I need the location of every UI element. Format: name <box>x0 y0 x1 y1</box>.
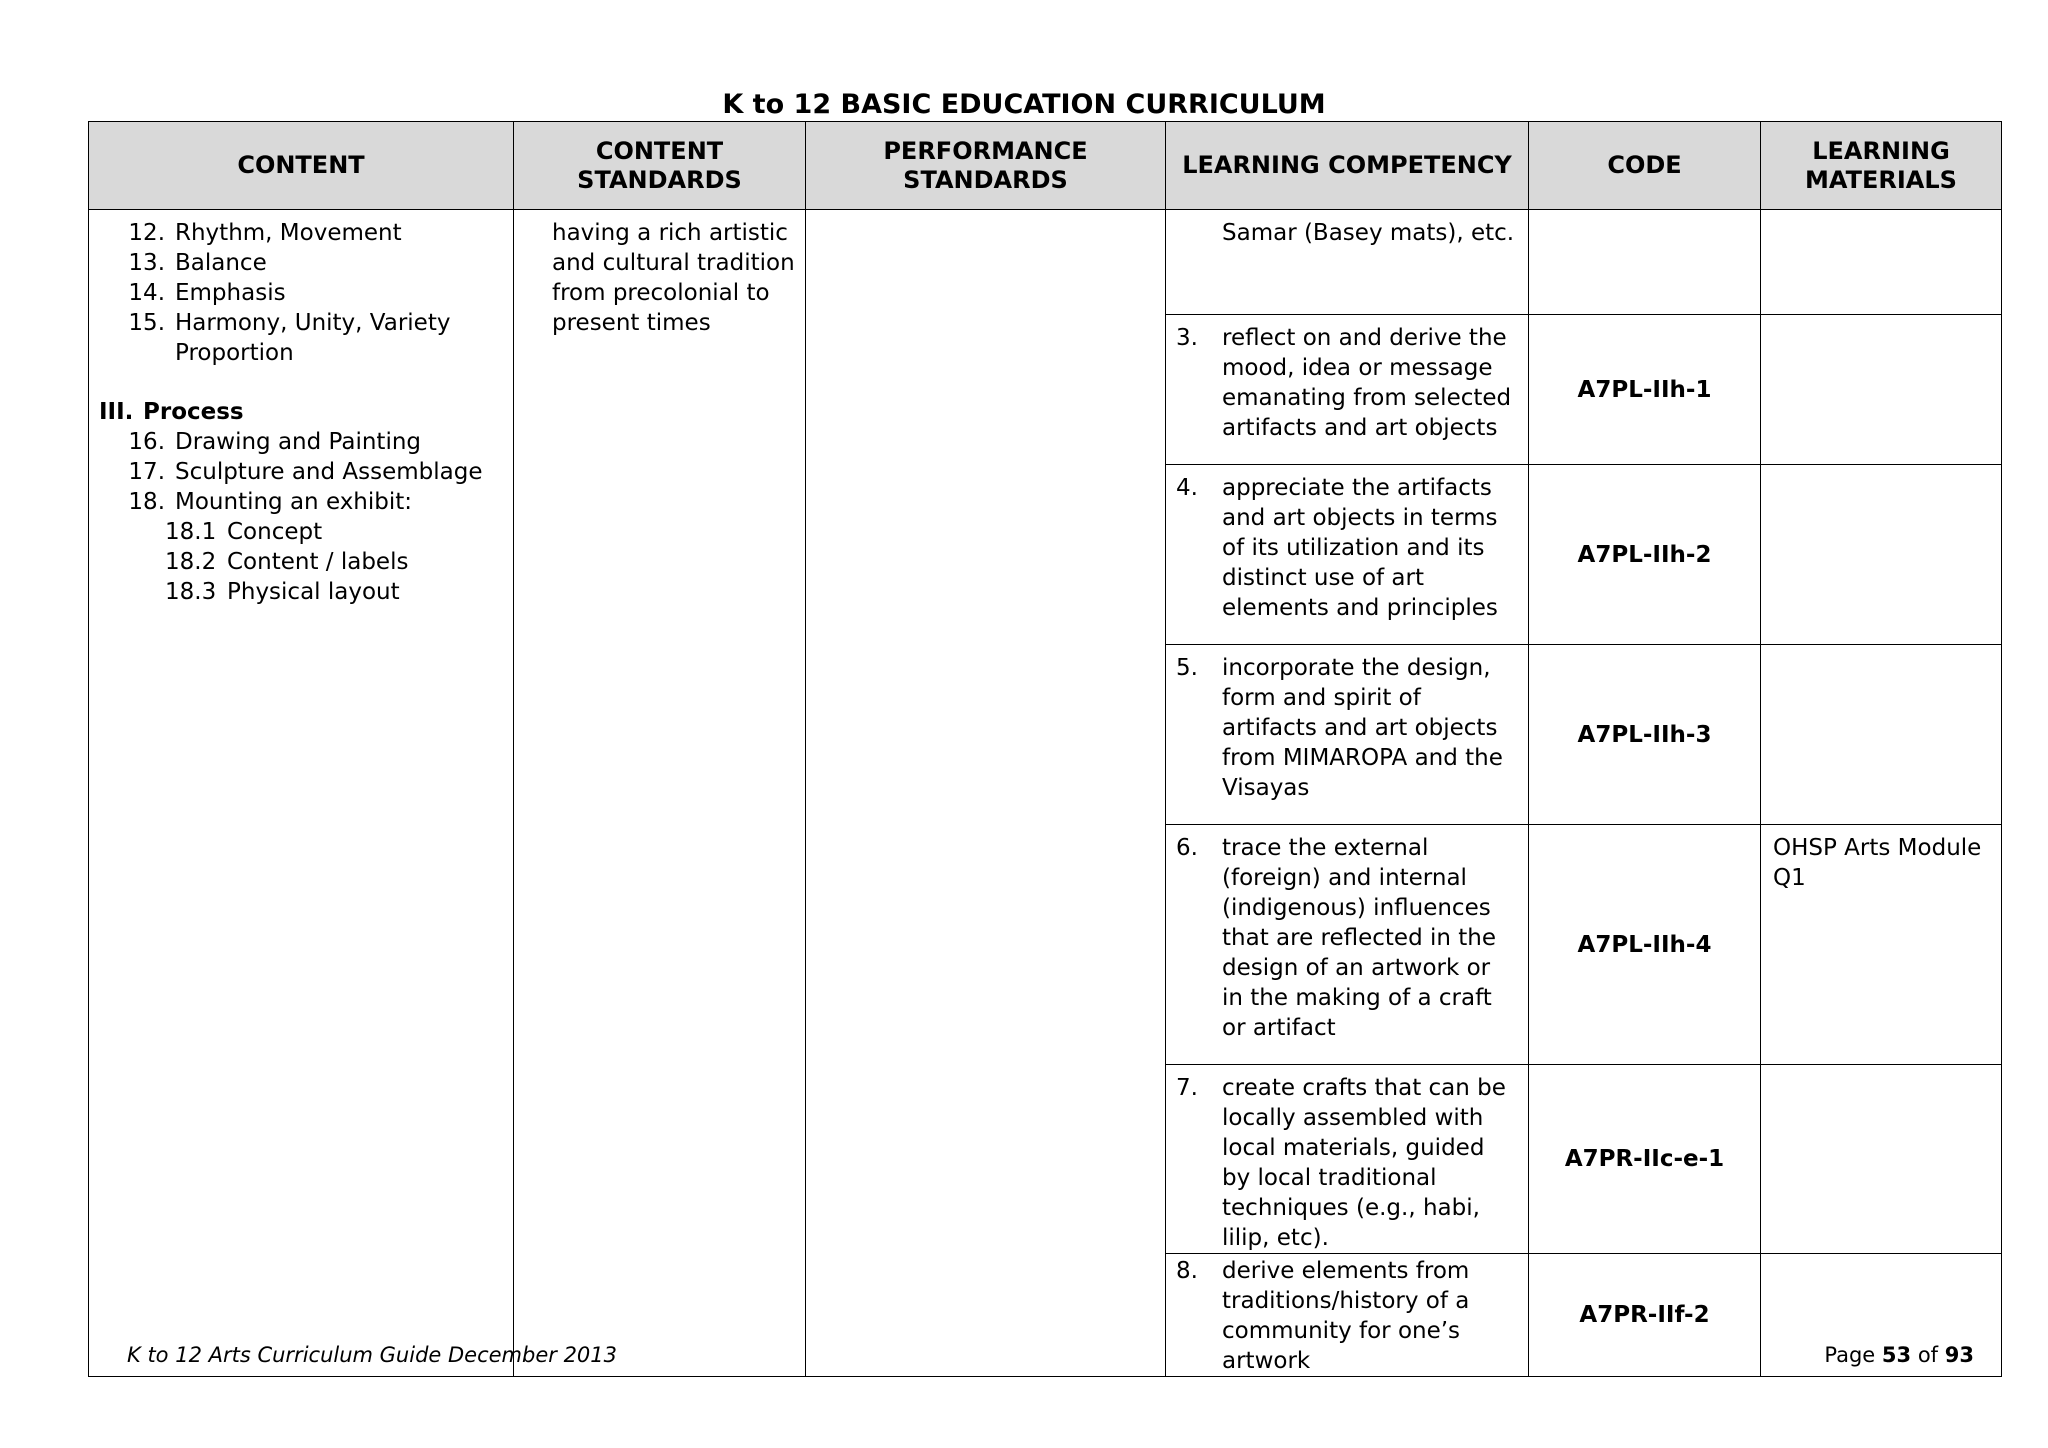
competency-cell <box>1166 645 1529 825</box>
content-subitem: 18.3 Physical layout <box>165 579 400 605</box>
footer-guide-title: K to 12 Arts Curriculum Guide December 2013 <box>127 1343 618 1367</box>
materials-cell: OHSP Arts Module Q1 <box>1761 825 2002 1065</box>
competency-cell <box>1166 210 1529 315</box>
table-row <box>89 210 2002 315</box>
competency-number: 6. <box>1176 835 1198 861</box>
competency-text: reflect on and derive the mood, idea or message emanating from selected artifacts and art objects <box>1222 325 1512 441</box>
competency-number: 4. <box>1176 475 1198 501</box>
competency-number: 3. <box>1176 325 1198 351</box>
competency-cell <box>1166 465 1529 645</box>
code-cell: A7PL-IIh-4 <box>1529 825 1761 1065</box>
competency-text: trace the external (foreign) and internal (indigenous) influences that are reflected in the design of an artwork or in the making of a craft or artifact <box>1222 835 1497 1041</box>
content-item: 12. Rhythm, Movement <box>128 220 402 246</box>
header-code: CODE <box>1529 122 1761 210</box>
content-standards-cell: having a rich artistic and cultural tradition from precolonial to present times <box>514 210 806 1377</box>
content-subitem: 18.1 Concept <box>165 519 323 545</box>
header-content: CONTENT <box>89 122 514 210</box>
content-item: 13. Balance <box>128 250 267 276</box>
header-learning-materials: LEARNING MATERIALS <box>1761 122 2002 210</box>
competency-cell <box>1166 825 1529 1065</box>
competency-text: incorporate the design, form and spirit of artifacts and art objects from MIMAROPA and the Visayas <box>1222 655 1503 801</box>
footer-page-number: Page 53 of 93 <box>1824 1343 1974 1367</box>
content-item: 14. Emphasis <box>128 280 286 306</box>
code-cell: A7PR-IIf-2 <box>1529 1254 1761 1377</box>
header-learning-competency: LEARNING COMPETENCY <box>1166 122 1529 210</box>
competency-cell <box>1166 315 1529 465</box>
code-cell: A7PR-IIc-e-1 <box>1529 1065 1761 1254</box>
header-row <box>89 122 2002 210</box>
code-cell: A7PL-IIh-1 <box>1529 315 1761 465</box>
performance-standards-cell <box>806 210 1166 1377</box>
header-content-standards: CONTENT STANDARDS <box>514 122 806 210</box>
document-title: K to 12 BASIC EDUCATION CURRICULUM <box>722 89 1326 120</box>
competency-number: 7. <box>1176 1075 1198 1101</box>
competency-text: create crafts that can be locally assembled with local materials, guided by local traditional techniques (e.g., habi, lilip, etc). <box>1222 1075 1506 1251</box>
content-item: 16. Drawing and Painting <box>128 429 422 455</box>
section-heading: III. Process <box>99 399 244 425</box>
materials-cell <box>1761 210 2002 315</box>
materials-cell <box>1761 645 2002 825</box>
curriculum-table <box>88 121 2002 1377</box>
content-subitem: 18.2 Content / labels <box>165 549 409 575</box>
content-cell <box>89 210 514 1377</box>
competency-cell <box>1166 1065 1529 1254</box>
code-cell: A7PL-IIh-2 <box>1529 465 1761 645</box>
content-item-continuation: Proportion <box>175 340 294 366</box>
materials-cell <box>1761 1065 2002 1254</box>
code-cell: A7PL-IIh-3 <box>1529 645 1761 825</box>
content-item: 15. Harmony, Unity, Variety <box>128 310 451 336</box>
competency-number: 8. <box>1176 1258 1198 1284</box>
competency-text: appreciate the artifacts and art objects in terms of its utilization and its distinct use of art elements and principles <box>1222 475 1498 621</box>
code-cell <box>1529 210 1761 315</box>
content-item: 18. Mounting an exhibit: <box>128 489 413 515</box>
header-performance-standards: PERFORMANCE STANDARDS <box>806 122 1166 210</box>
content-item: 17. Sculpture and Assemblage <box>128 459 483 485</box>
competency-number: 5. <box>1176 655 1198 681</box>
competency-text: derive elements from traditions/history of a community for one’s artwork <box>1222 1258 1470 1374</box>
competency-cell <box>1166 1254 1529 1377</box>
materials-cell <box>1761 315 2002 465</box>
competency-text: Samar (Basey mats), etc. <box>1222 220 1515 246</box>
materials-cell <box>1761 465 2002 645</box>
